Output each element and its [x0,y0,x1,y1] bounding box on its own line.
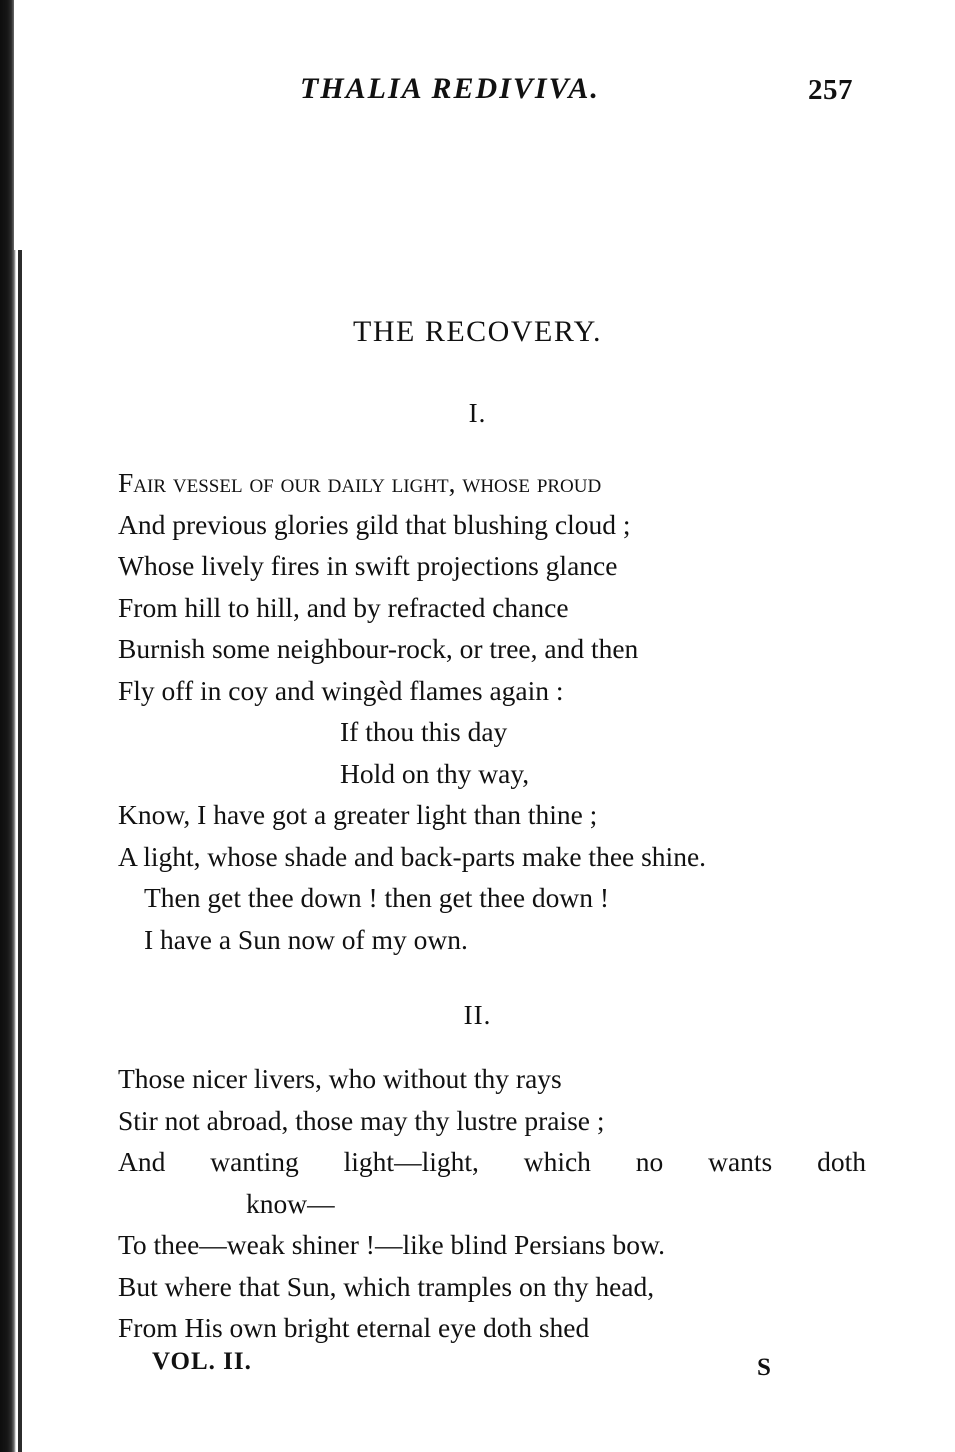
poem-line: And wanting light—light, which no wants doth [118,1146,866,1177]
poem-line: If thou this day [340,716,508,747]
poem-line: From hill to hill, and by refracted chance [118,591,569,623]
poem-line: Burnish some neighbour-rock, or tree, and then [118,633,639,664]
poem-line [118,462,918,504]
poem-line: But where that Sun, which tramples on thy head, [118,1270,655,1302]
stanza-1 [118,462,918,960]
poem-line: From His own bright eternal eye doth shed [118,1312,590,1343]
poem-line: Stir not abroad, those may thy lustre praise ; [118,1104,605,1136]
poem-line: know— [246,1187,335,1219]
stanza-number-1: I. [468,398,487,428]
poem-line: Hold on thy way, [340,757,530,789]
poem-line: Then get thee down ! then get thee down ! [144,882,610,913]
poem-line: Those nicer livers, who without thy rays [118,1063,562,1094]
poem-line: And previous glories gild that blushing cloud ; [118,508,631,540]
running-title: THALIA REDIVIVA. [300,72,600,105]
running-head [0,72,955,116]
page-footer [0,1348,955,1388]
poem-line: I have a Sun now of my own. [144,923,468,955]
page-number: 257 [808,74,853,106]
poem-title: THE RECOVERY. [353,315,602,348]
poem-line: Know, I have got a greater light than thine ; [118,799,598,830]
poem-line: A light, whose shade and back-parts make thee shine. [118,840,707,872]
poem-line: Whose lively fires in swift projections glance [118,550,618,581]
stanza-2 [118,1058,918,1349]
stanza-number-2: II. [463,1000,492,1030]
signature-mark: S [757,1354,771,1381]
poem-line: To thee—weak shiner !—like blind Persians bow. [118,1229,665,1260]
poem-line: Fly off in coy and wingèd flames again : [118,674,564,706]
poem-line-text: Fair vessel of our daily light, whose proud [118,467,602,498]
volume-mark: VOL. II. [152,1348,252,1375]
